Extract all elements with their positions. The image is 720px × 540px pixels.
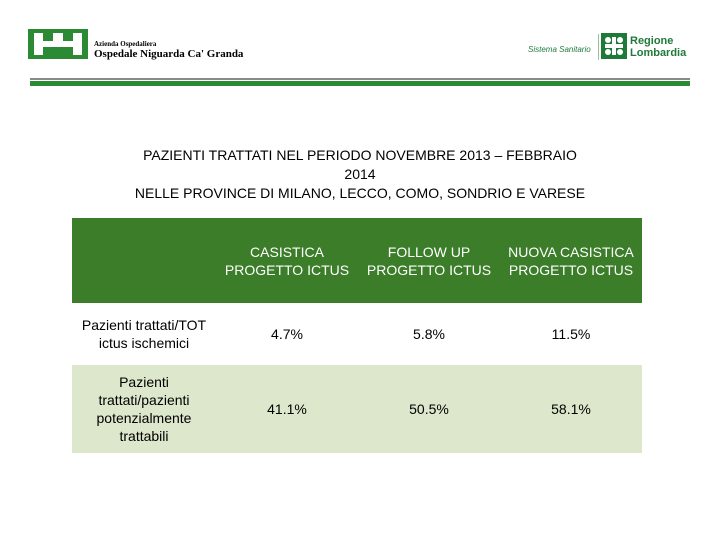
row-label: Pazienti trattati/TOT ictus ischemici [81,317,207,351]
page-title [70,146,650,203]
results-table [72,218,642,453]
header-cell-casistica: CASISTICA PROGETTO ICTUS [224,243,350,278]
title-line2: 2014 [344,166,376,182]
header-cell-follow-up: FOLLOW UP PROGETTO ICTUS [366,243,492,278]
table-cell: 50.5% [409,401,449,417]
table-row [72,303,642,365]
table-cell: 41.1% [267,401,307,417]
region-line1: Regione [630,35,674,47]
table-row [72,365,642,453]
hospital-name [94,40,243,61]
table-cell: 5.8% [413,326,445,342]
title-line3: NELLE PROVINCE DI MILANO, LECCO, COMO, SONDRIO E VARESE [134,185,586,201]
header-rule-green [30,81,690,86]
hospital-name-line2: Ospedale Niguarda Ca' Granda [94,48,244,60]
header-separator [598,34,599,60]
table-header-row [72,218,642,303]
table-cell: 58.1% [551,401,591,417]
header-cell-empty [72,218,216,303]
table-cell: 11.5% [551,326,591,342]
sistema-sanitario-label: Sistema Sanitario [528,45,591,54]
hospital-name-line1: Azienda Ospedaliera [94,40,157,48]
table-cell: 4.7% [271,326,303,342]
header-rule-gray [30,78,690,80]
hospital-logo-icon [28,29,88,59]
region-line2: Lombardia [630,47,687,59]
page-header [0,0,720,92]
header-cell-nuova-casistica: NUOVA CASISTICA PROGETTO ICTUS [508,243,634,278]
regione-lombardia-logo-icon [601,33,627,59]
regione-lombardia-name [630,35,686,59]
row-label: Pazienti trattati/pazienti potenzialmente trattabili [96,374,192,444]
title-line1: PAZIENTI TRATTATI NEL PERIODO NOVEMBRE 2013 – FEBBRAIO [143,147,577,163]
